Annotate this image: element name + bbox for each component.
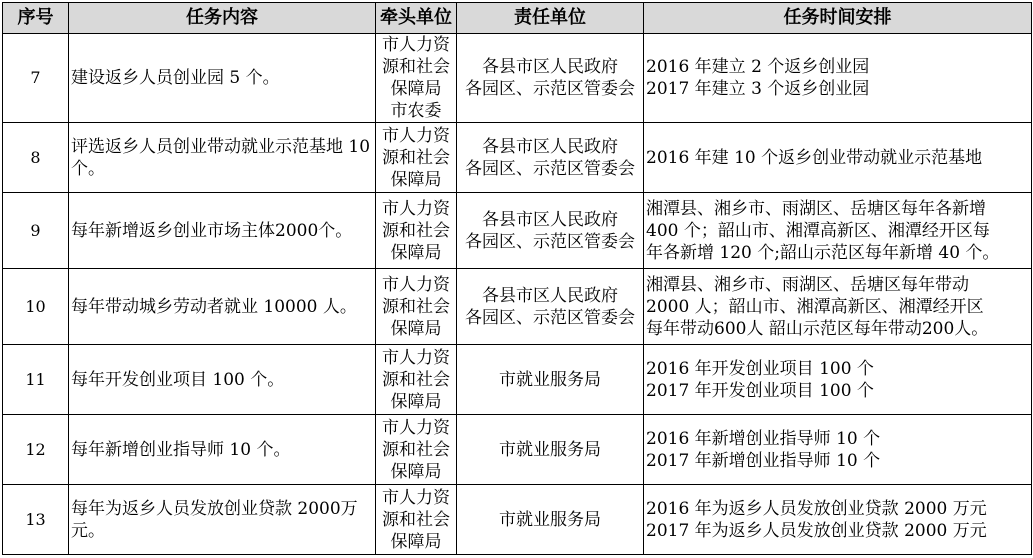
responsible-unit-line: 各园区、示范区管委会: [465, 79, 635, 99]
lead-unit-line: 保障局: [390, 169, 442, 190]
lead-unit-line: 保障局: [390, 461, 442, 482]
responsible-unit-line: 市就业服务局: [499, 439, 601, 460]
table-row: [3, 193, 1032, 269]
lead-unit-line: 源和社会: [382, 147, 450, 168]
cell-schedule: [644, 485, 1032, 555]
lead-unit-line: 市人力资: [382, 274, 450, 295]
lead-unit-line: 源和社会: [382, 220, 450, 241]
cell-num: 12: [3, 415, 69, 485]
lead-unit-line: 市人力资: [382, 35, 450, 55]
cell-responsible-unit: [457, 485, 644, 555]
cell-responsible-unit: [457, 34, 644, 123]
table-row: [3, 345, 1032, 415]
cell-schedule: [644, 415, 1032, 485]
lead-unit-line: 源和社会: [382, 369, 450, 390]
header-content: 任务内容: [69, 3, 376, 34]
table-row: [3, 34, 1032, 123]
schedule-line: 2017 年开发创业项目 100 个: [646, 380, 874, 401]
cell-lead-unit: [376, 415, 457, 485]
lead-unit-line: 源和社会: [382, 509, 450, 530]
schedule-line: 2016 年建立 2 个返乡创业园: [646, 57, 870, 77]
lead-unit-line: 源和社会: [382, 296, 450, 317]
lead-unit-line: 市人力资: [382, 487, 450, 508]
task-table: [2, 2, 1032, 555]
schedule-line: 2016 年为返乡人员发放创业贷款 2000 万元: [646, 498, 987, 519]
cell-task-content: 每年新增返乡创业市场主体2000个。: [69, 193, 376, 269]
lead-unit-line: 保障局: [390, 79, 442, 99]
cell-responsible-unit: [457, 345, 644, 415]
cell-num: 13: [3, 485, 69, 555]
responsible-unit-line: 各园区、示范区管委会: [465, 158, 635, 179]
responsible-unit-line: 各县市区人民政府: [482, 57, 618, 77]
responsible-unit-line: 各县市区人民政府: [482, 209, 618, 230]
responsible-unit-line: 各园区、示范区管委会: [465, 307, 635, 328]
schedule-line: 年各新增 120 个;韶山示范区每年新增 40 个。: [646, 242, 1000, 263]
lead-unit-line: 保障局: [390, 531, 442, 552]
cell-num: 11: [3, 345, 69, 415]
responsible-unit-line: 市就业服务局: [499, 369, 601, 390]
lead-unit-line: 保障局: [390, 391, 442, 412]
cell-lead-unit: [376, 193, 457, 269]
schedule-line: 2000 人；韶山市、湘潭高新区、湘潭经开区: [646, 296, 984, 317]
table-row: [3, 485, 1032, 555]
schedule-line: 2016 年建 10 个返乡创业带动就业示范基地: [646, 147, 983, 168]
cell-num: 8: [3, 123, 69, 193]
header-lead-unit: 牵头单位: [376, 3, 457, 34]
cell-lead-unit: [376, 345, 457, 415]
schedule-line: 2017 年为返乡人员发放创业贷款 2000 万元: [646, 520, 987, 541]
schedule-line: 400 个；韶山市、湘潭高新区、湘潭经开区每: [646, 220, 990, 241]
cell-schedule: [644, 193, 1032, 269]
cell-responsible-unit: [457, 123, 644, 193]
cell-task-content: 建设返乡人员创业园 5 个。: [69, 34, 376, 123]
lead-unit-line: 市人力资: [382, 347, 450, 368]
schedule-line: 2017 年建立 3 个返乡创业园: [646, 79, 870, 99]
cell-schedule: [644, 269, 1032, 345]
cell-lead-unit: [376, 485, 457, 555]
responsible-unit-line: 各园区、示范区管委会: [465, 231, 635, 252]
cell-schedule: [644, 345, 1032, 415]
cell-task-content: 每年新增创业指导师 10 个。: [69, 415, 376, 485]
lead-unit-line: 源和社会: [382, 57, 450, 77]
responsible-unit-line: 市就业服务局: [499, 509, 601, 530]
table-body: [3, 34, 1032, 555]
responsible-unit-line: 各县市区人民政府: [482, 285, 618, 306]
cell-num: 10: [3, 269, 69, 345]
lead-unit-line: 市人力资: [382, 417, 450, 438]
cell-task-content: 每年为返乡人员发放创业贷款 2000万元。: [69, 485, 376, 555]
table-row: [3, 415, 1032, 485]
lead-unit-line: 市人力资: [382, 125, 450, 146]
schedule-line: 湘潭县、湘乡市、雨湖区、岳塘区每年各新增: [646, 198, 986, 219]
lead-unit-line: 保障局: [390, 318, 442, 339]
schedule-line: 湘潭县、湘乡市、雨湖区、岳塘区每年带动: [646, 274, 969, 295]
cell-schedule: [644, 123, 1032, 193]
cell-num: 7: [3, 34, 69, 123]
header-num: 序号: [3, 3, 69, 34]
lead-unit-line: 源和社会: [382, 439, 450, 460]
lead-unit-line: 保障局: [390, 242, 442, 263]
responsible-unit-line: 各县市区人民政府: [482, 136, 618, 157]
schedule-line: 每年带动600人 韶山示范区每年带动200人。: [646, 318, 989, 339]
table-row: [3, 123, 1032, 193]
cell-num: 9: [3, 193, 69, 269]
table-row: [3, 269, 1032, 345]
table-header-row: [3, 3, 1032, 34]
cell-responsible-unit: [457, 269, 644, 345]
cell-task-content: 评选返乡人员创业带动就业示范基地 10 个。: [69, 123, 376, 193]
header-responsible-unit: 责任单位: [457, 3, 644, 34]
schedule-line: 2016 年开发创业项目 100 个: [646, 358, 874, 379]
schedule-line: 2017 年新增创业指导师 10 个: [646, 450, 881, 471]
cell-task-content: 每年开发创业项目 100 个。: [69, 345, 376, 415]
schedule-line: 2016 年新增创业指导师 10 个: [646, 428, 881, 449]
cell-lead-unit: [376, 34, 457, 123]
cell-task-content: 每年带动城乡劳动者就业 10000 人。: [69, 269, 376, 345]
cell-schedule: [644, 34, 1032, 123]
lead-unit-line: 市农委: [390, 101, 442, 121]
cell-lead-unit: [376, 123, 457, 193]
cell-lead-unit: [376, 269, 457, 345]
lead-unit-line: 市人力资: [382, 198, 450, 219]
cell-responsible-unit: [457, 415, 644, 485]
header-schedule: 任务时间安排: [644, 3, 1032, 34]
cell-responsible-unit: [457, 193, 644, 269]
